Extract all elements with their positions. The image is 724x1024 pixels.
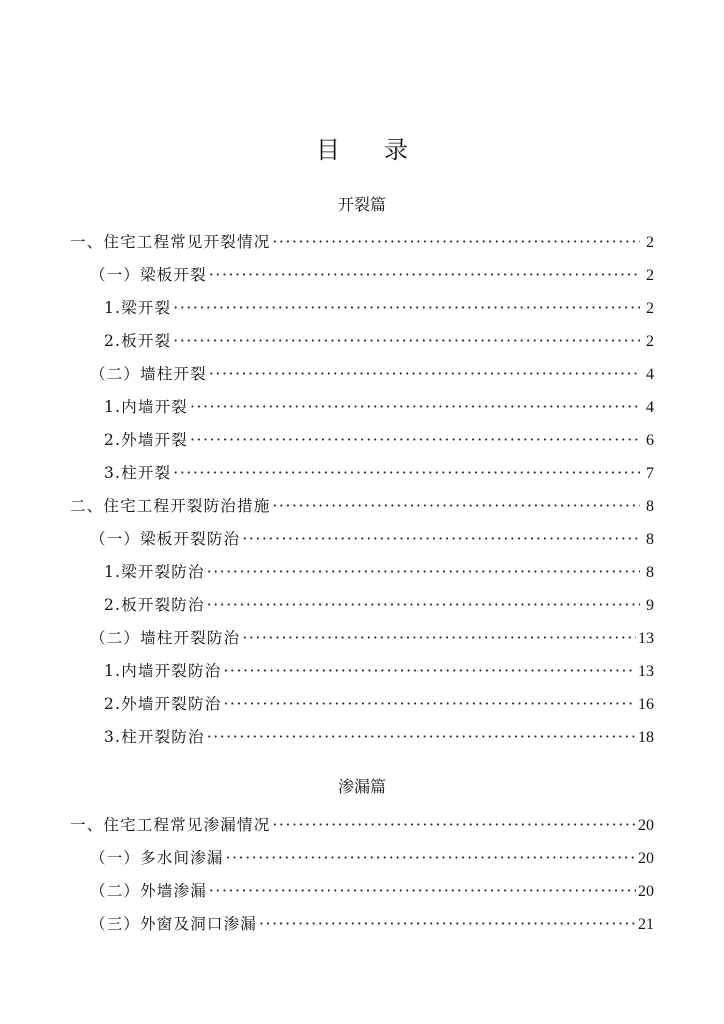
page-title bbox=[0, 130, 724, 165]
toc-entry-page: 16 bbox=[638, 696, 654, 713]
toc-entry[interactable] bbox=[70, 457, 654, 490]
toc-entry-page: 8 bbox=[646, 564, 654, 581]
toc-entry-label: 1.梁开裂 bbox=[104, 299, 172, 317]
toc-entry[interactable] bbox=[70, 259, 654, 292]
toc-entry[interactable] bbox=[70, 875, 654, 908]
toc-entry-page: 8 bbox=[646, 498, 654, 515]
toc-entry[interactable] bbox=[70, 490, 654, 523]
section-heading-leakage: 渗漏篇 bbox=[337, 777, 386, 796]
dot-leader bbox=[190, 424, 640, 457]
toc-entry-label: （一）梁板开裂 bbox=[90, 266, 207, 284]
toc-entry-label: （二）墙柱开裂 bbox=[90, 365, 207, 383]
dot-leader bbox=[242, 622, 636, 655]
toc-entry-label: 一、住宅工程常见渗漏情况 bbox=[70, 816, 271, 834]
section-heading-cracking: 开裂篇 bbox=[337, 195, 386, 214]
dot-leader bbox=[207, 721, 636, 754]
toc-entry-label: 3.柱开裂 bbox=[104, 464, 172, 482]
toc-entry-label: 2.板开裂 bbox=[104, 332, 172, 350]
dot-leader bbox=[209, 875, 636, 908]
toc-entry[interactable] bbox=[70, 391, 654, 424]
toc-entry-page: 4 bbox=[646, 366, 654, 383]
page-title-char-2: 录 bbox=[384, 136, 408, 164]
dot-leader bbox=[209, 358, 640, 391]
toc-entry[interactable] bbox=[70, 358, 654, 391]
toc-entry-page: 7 bbox=[646, 465, 654, 482]
dot-leader bbox=[226, 842, 636, 875]
toc-entry[interactable] bbox=[70, 325, 654, 358]
toc-entry-page: 18 bbox=[638, 729, 654, 746]
dot-leader bbox=[272, 490, 640, 523]
toc-entry-page: 4 bbox=[646, 399, 654, 416]
dot-leader bbox=[272, 226, 640, 259]
toc-entry-label: 3.柱开裂防治 bbox=[104, 728, 205, 746]
toc-entry[interactable] bbox=[70, 908, 654, 941]
dot-leader bbox=[173, 325, 640, 358]
dot-leader bbox=[259, 908, 636, 941]
toc-entry[interactable] bbox=[70, 688, 654, 721]
toc-entry-label: 一、住宅工程常见开裂情况 bbox=[70, 233, 271, 251]
dot-leader bbox=[242, 523, 640, 556]
toc-entry-page: 8 bbox=[646, 531, 654, 548]
dot-leader bbox=[272, 809, 636, 842]
toc-entry-page: 6 bbox=[646, 432, 654, 449]
dot-leader bbox=[207, 556, 640, 589]
toc-entry-page: 13 bbox=[638, 663, 654, 680]
toc-list-cracking bbox=[70, 226, 654, 754]
toc-entry[interactable] bbox=[70, 424, 654, 457]
dot-leader bbox=[223, 655, 636, 688]
page-title-char-1: 目 bbox=[316, 136, 340, 164]
toc-entry-label: 2.板开裂防治 bbox=[104, 596, 205, 614]
toc-entry[interactable] bbox=[70, 556, 654, 589]
toc-entry[interactable] bbox=[70, 842, 654, 875]
toc-entry[interactable] bbox=[70, 655, 654, 688]
toc-entry-label: 1.梁开裂防治 bbox=[104, 563, 205, 581]
toc-entry-label: （一）梁板开裂防治 bbox=[90, 530, 241, 548]
toc-entry[interactable] bbox=[70, 721, 654, 754]
toc-entry-label: 二、住宅工程开裂防治措施 bbox=[70, 497, 271, 515]
toc-entry[interactable] bbox=[70, 226, 654, 259]
dot-leader bbox=[173, 457, 640, 490]
toc-entry-label: 2.外墙开裂防治 bbox=[104, 695, 222, 713]
toc-entry[interactable] bbox=[70, 292, 654, 325]
toc-list-leakage bbox=[70, 809, 654, 941]
toc-entry[interactable] bbox=[70, 523, 654, 556]
dot-leader bbox=[190, 391, 640, 424]
toc-entry-label: 1.内墙开裂 bbox=[104, 398, 188, 416]
toc-entry[interactable] bbox=[70, 622, 654, 655]
dot-leader bbox=[223, 688, 636, 721]
toc-entry-page: 2 bbox=[646, 234, 654, 251]
toc-entry-label: （一）多水间渗漏 bbox=[90, 849, 224, 867]
dot-leader bbox=[209, 259, 640, 292]
toc-entry-label: 2.外墙开裂 bbox=[104, 431, 188, 449]
toc-entry-page: 2 bbox=[646, 333, 654, 350]
toc-entry-page: 2 bbox=[646, 300, 654, 317]
toc-entry-label: （二）外墙渗漏 bbox=[90, 882, 207, 900]
toc-entry-page: 20 bbox=[638, 817, 654, 834]
toc-entry-page: 21 bbox=[638, 916, 654, 933]
dot-leader bbox=[173, 292, 640, 325]
toc-entry-label: （二）墙柱开裂防治 bbox=[90, 629, 241, 647]
dot-leader bbox=[207, 589, 640, 622]
toc-entry[interactable] bbox=[70, 809, 654, 842]
toc-entry-page: 9 bbox=[646, 597, 654, 614]
toc-entry-label: （三）外窗及洞口渗漏 bbox=[90, 915, 258, 933]
toc-entry-page: 2 bbox=[646, 267, 654, 284]
toc-entry-page: 20 bbox=[638, 883, 654, 900]
toc-entry-label: 1.内墙开裂防治 bbox=[104, 662, 222, 680]
toc-entry[interactable] bbox=[70, 589, 654, 622]
toc-entry-page: 20 bbox=[638, 850, 654, 867]
toc-entry-page: 13 bbox=[638, 630, 654, 647]
